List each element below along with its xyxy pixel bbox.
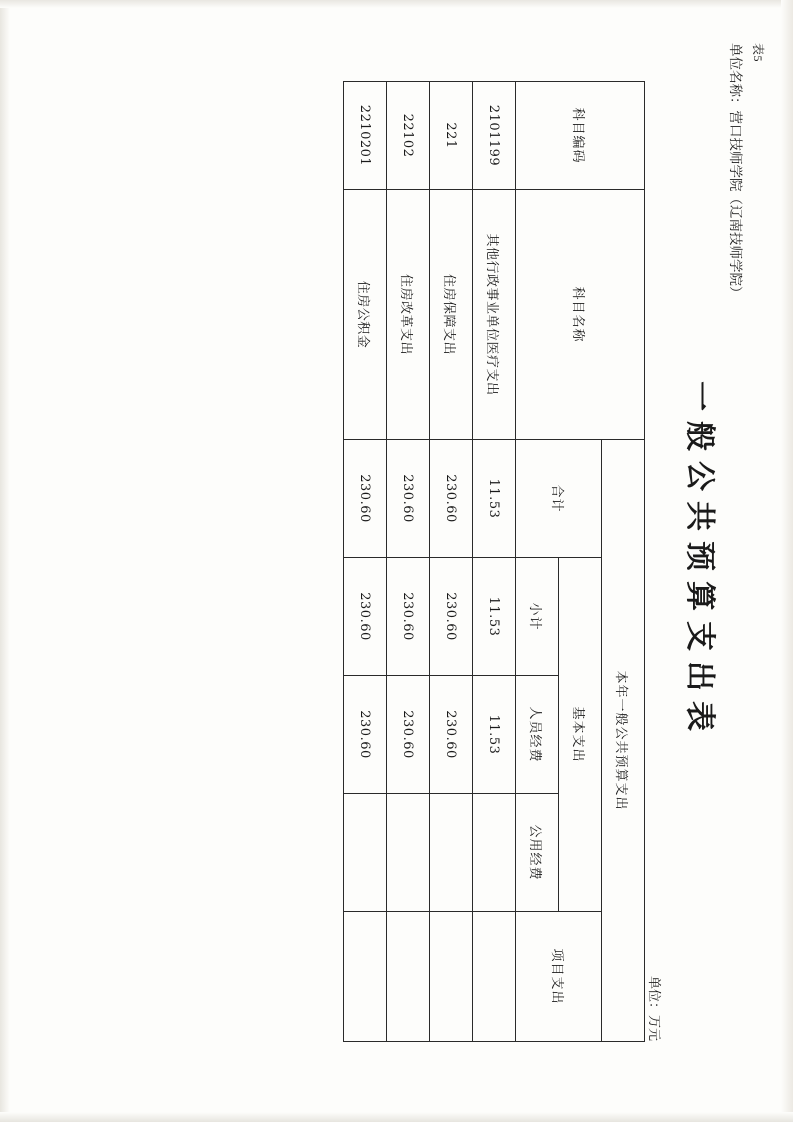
cell-name: 住房改革支出 bbox=[386, 190, 429, 440]
cell-code: 22102 bbox=[386, 82, 429, 190]
header-basic-group: 基本支出 bbox=[558, 558, 601, 912]
cell-subtotal: 230.60 bbox=[429, 558, 472, 676]
header-current-year-group: 本年一般公共预算支出 bbox=[601, 440, 644, 1042]
table-header-row-1 bbox=[601, 82, 644, 1042]
cell-project bbox=[386, 912, 429, 1042]
cell-total: 230.60 bbox=[386, 440, 429, 558]
unit-name: 单位名称：营口技师学院（辽南技师学院） bbox=[727, 43, 743, 300]
cell-project bbox=[472, 912, 515, 1042]
cell-personnel: 11.53 bbox=[472, 676, 515, 794]
rotated-document-body bbox=[17, 21, 777, 1101]
cell-name: 住房公积金 bbox=[343, 190, 386, 440]
cell-code: 2210201 bbox=[343, 82, 386, 190]
cell-personnel: 230.60 bbox=[429, 676, 472, 794]
header-public-funds: 公用经费 bbox=[515, 794, 558, 912]
cell-name: 住房保障支出 bbox=[429, 190, 472, 440]
cell-project bbox=[343, 912, 386, 1042]
table-row bbox=[343, 82, 386, 1042]
header-code: 科目编码 bbox=[515, 82, 644, 190]
header-name: 科目名称 bbox=[515, 190, 644, 440]
table-body bbox=[343, 82, 515, 1042]
cell-total: 230.60 bbox=[343, 440, 386, 558]
cell-name: 其他行政事业单位医疗支出 bbox=[472, 190, 515, 440]
header-personnel: 人员经费 bbox=[515, 676, 558, 794]
header-total: 合计 bbox=[515, 440, 601, 558]
page-edge-right bbox=[781, 0, 793, 1122]
header-project: 项目支出 bbox=[515, 912, 601, 1042]
cell-subtotal: 230.60 bbox=[386, 558, 429, 676]
page-edge-top bbox=[0, 0, 793, 8]
cell-personnel: 230.60 bbox=[386, 676, 429, 794]
table-row bbox=[429, 82, 472, 1042]
cell-subtotal: 230.60 bbox=[343, 558, 386, 676]
budget-expenditure-table bbox=[343, 81, 645, 1042]
cell-project bbox=[429, 912, 472, 1042]
header-subtotal: 小计 bbox=[515, 558, 558, 676]
cell-public-funds bbox=[429, 794, 472, 912]
sheet-label: 表5 bbox=[750, 43, 765, 63]
page-edge-bottom bbox=[0, 1112, 793, 1122]
cell-public-funds bbox=[343, 794, 386, 912]
cell-personnel: 230.60 bbox=[343, 676, 386, 794]
table-row bbox=[472, 82, 515, 1042]
cell-code: 2101199 bbox=[472, 82, 515, 190]
cell-public-funds bbox=[472, 794, 515, 912]
page-edge-left bbox=[0, 0, 10, 1122]
cell-subtotal: 11.53 bbox=[472, 558, 515, 676]
cell-public-funds bbox=[386, 794, 429, 912]
table-row bbox=[386, 82, 429, 1042]
cell-code: 221 bbox=[429, 82, 472, 190]
cell-total: 11.53 bbox=[472, 440, 515, 558]
page-title: 一般公共预算支出表 bbox=[681, 381, 717, 741]
unit-of-measure: 单位：万元 bbox=[646, 975, 662, 1041]
cell-total: 230.60 bbox=[429, 440, 472, 558]
